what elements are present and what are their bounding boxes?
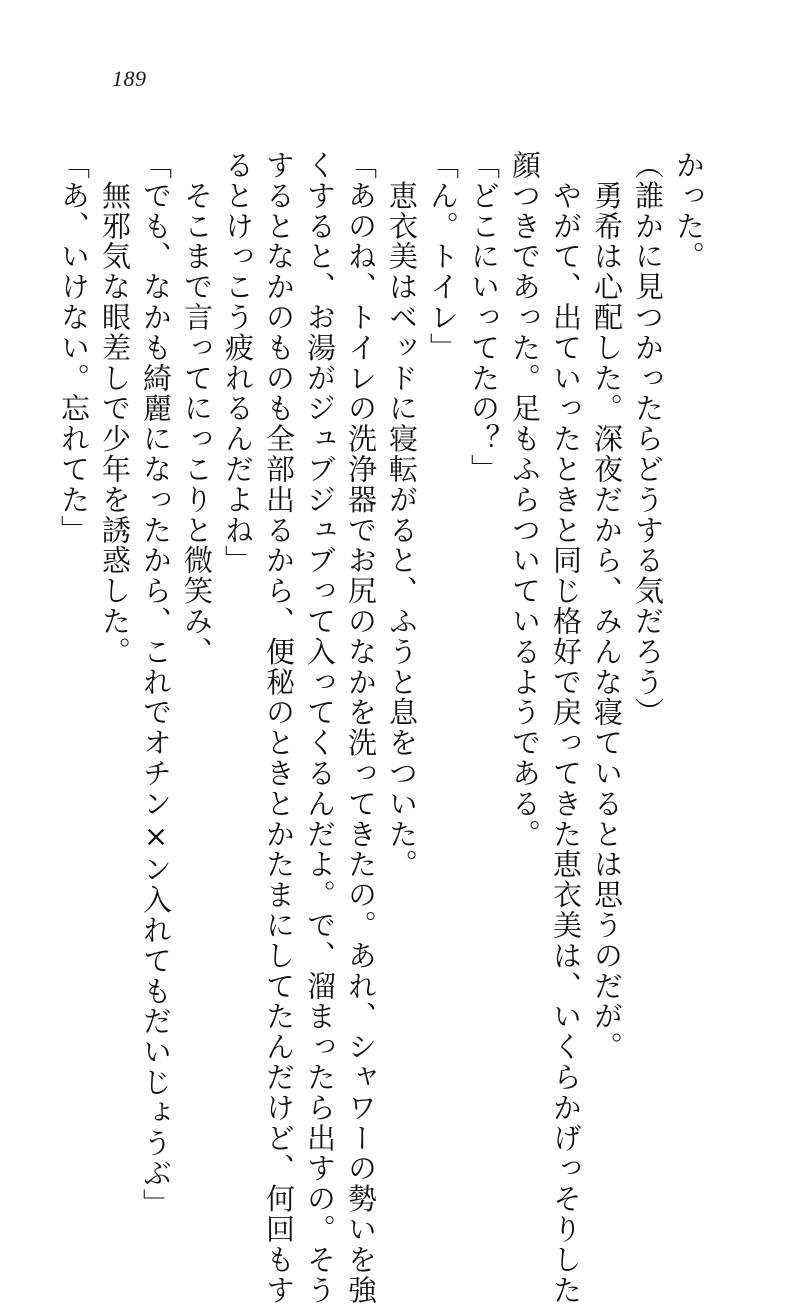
text-line: 「でも、なかも綺麗になったから、これでオチン×ン入れてもだいじょうぶ」 <box>139 150 173 1219</box>
text-line: るとけっこう疲れるんだよね」 <box>221 150 255 576</box>
text-line: 「ん。トイレ」 <box>426 150 460 363</box>
page-number: 189 <box>112 66 147 91</box>
body-text <box>57 150 709 1305</box>
text-line: 無邪気な眼差しで少年を誘惑した。 <box>98 150 132 667</box>
text-line: 「あのね、トイレの洗浄器でお尻のなかを洗ってきたの。あれ、シャワーの勢いを強 <box>344 150 378 1305</box>
text-line: 恵衣美はベッドに寝転がると、ふうと息をついた。 <box>385 150 419 880</box>
text-line: （誰かに見つかったらどうする気だろう） <box>631 150 665 728</box>
text-line: 勇希は心配した。深夜だから、みんな寝ているとは思うのだが。 <box>590 150 624 1062</box>
text-line: するとなかのものも全部出るから、便秘のときとかたまにしてたんだけど、何回もす <box>262 150 296 1305</box>
text-line: 顔つきであった。足もふらついているようである。 <box>508 150 542 850</box>
text-line: そこまで言ってにっこりと微笑み、 <box>180 150 214 667</box>
text-line: くすると、お湯がジュブジュブって入ってくるんだよ。で、溜まったら出すの。そう <box>303 150 337 1305</box>
text-line: やがて、出ていったときと同じ格好で戻ってきた恵衣美は、いくらかげっそりした <box>549 150 583 1305</box>
text-line: 「どこにいってたの？」 <box>467 150 501 485</box>
text-line: かった。 <box>672 150 706 272</box>
text-line: 「あ、いけない。忘れてた」 <box>57 150 91 546</box>
